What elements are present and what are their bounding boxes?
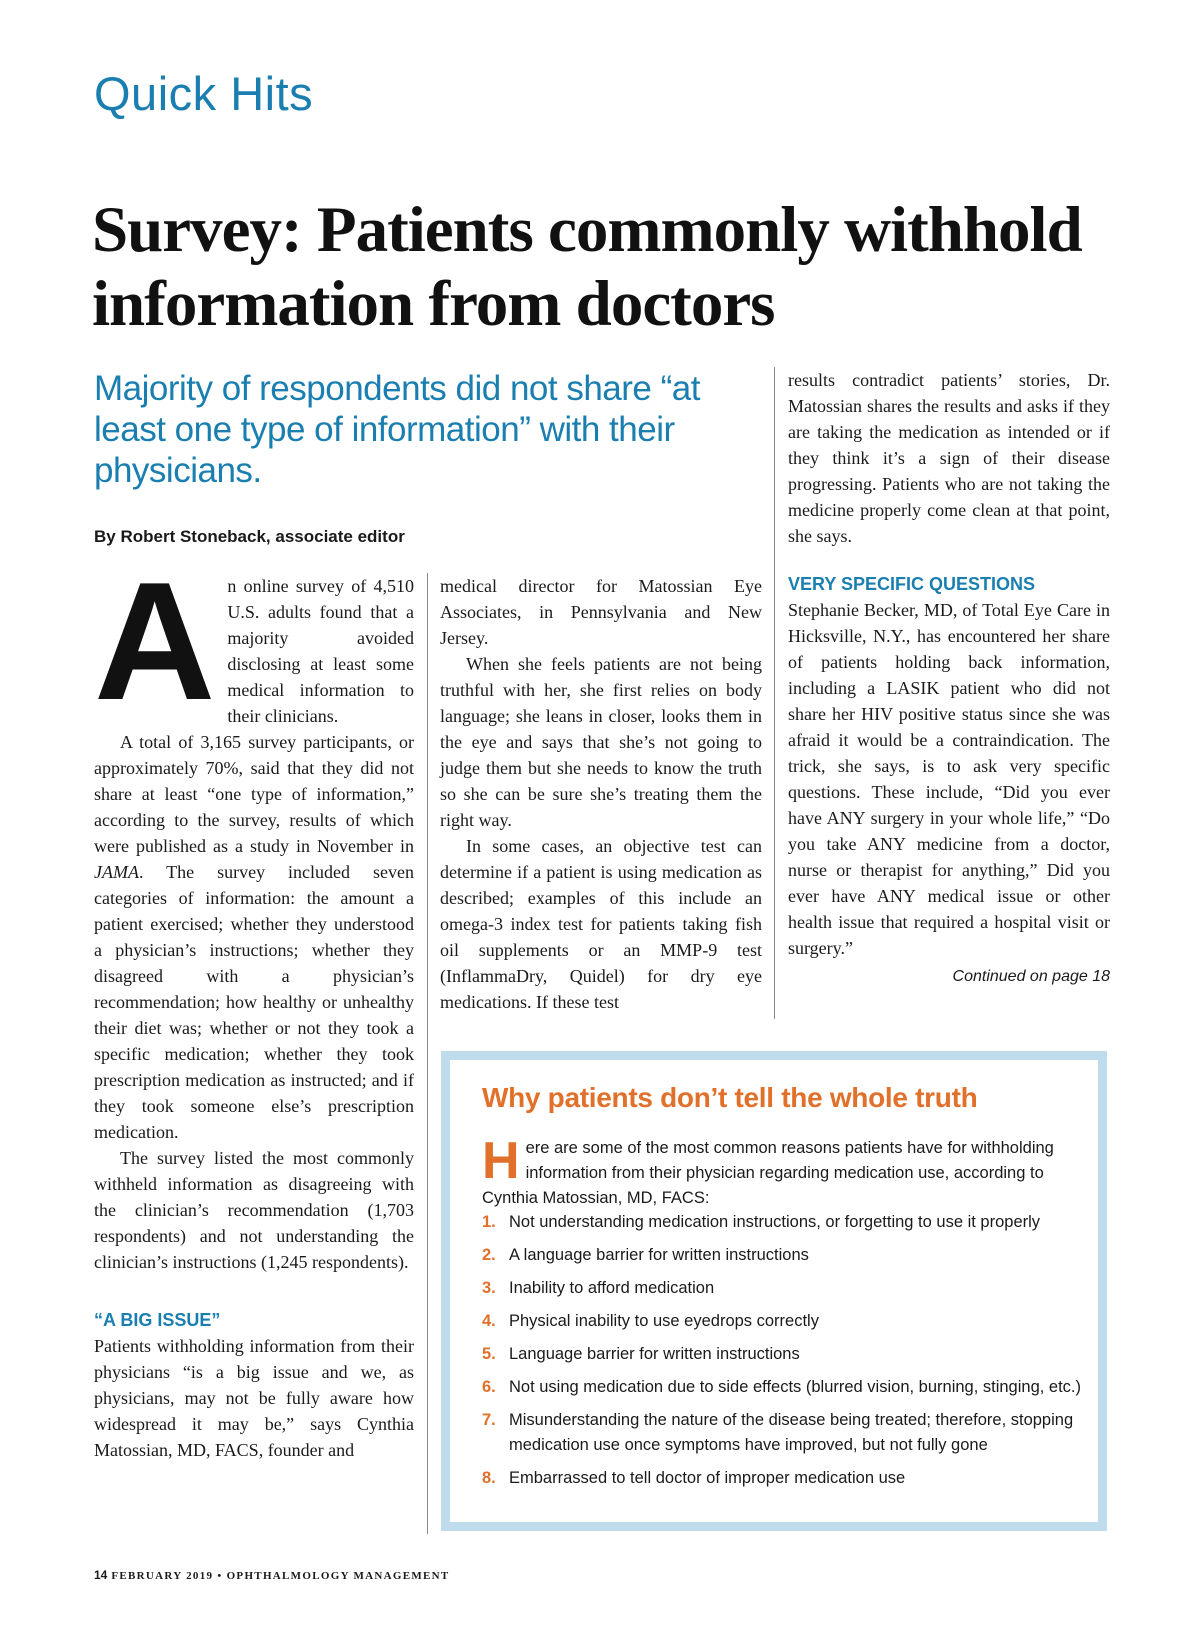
item-number: 2. [482,1246,496,1264]
article-column-2 [440,573,762,1015]
item-text: Physical inability to use eyedrops correctly [509,1312,819,1330]
item-text: Embarrassed to tell doctor of improper medication use [509,1469,906,1487]
item-text: Misunderstanding the nature of the disease being treated; therefore, stopping medication use once symptoms have improved, but not fully gone [509,1411,1074,1454]
continued-note: Continued on page 18 [952,968,1110,985]
item-number: 4. [482,1312,496,1330]
column-rule [774,367,775,1019]
body-paragraph: Stephanie Becker, MD, of Total Eye Care in Hicksville, N.Y., has encountered her share of patients holding back information, including a LASIK patient who did not share her HIV positive status since she was afraid it would be a contraindication. The trick, she says, is to ask very specific questions. These include, “Did you ever have ANY surgery in your whole life,” “Do you take ANY medicine from a doctor, nurse or therapist for anything,” Did you ever have ANY medical issue or other health issue that required a hospital visit or surgery.” [788,600,1110,958]
body-paragraph: In some cases, an objective test can determine if a patient is using medication as described; examples of this include an omega-3 index test for patients taking fish oil supplements or an MMP-9 test (InflammaDry, Quidel) for dry eye medications. If these test [440,836,762,1012]
sidebar-title: Why patients don’t tell the whole truth [482,1082,978,1113]
item-text: Not understanding medication instructions, or forgetting to use it properly [509,1213,1041,1231]
subsection-heading: “A BIG ISSUE” [94,1310,221,1330]
item-text: A language barrier for written instructions [509,1246,809,1264]
column-rule [427,573,428,1534]
article-subhead: Majority of respondents did not share “at least one type of information” with their physicians. [94,369,700,490]
list-item [482,1243,1082,1268]
section-label: Quick Hits [94,67,314,120]
item-number: 7. [482,1411,496,1429]
item-text: Not using medication due to side effects (blurred vision, burning, stinging, etc.) [509,1378,1082,1396]
item-number: 5. [482,1345,496,1363]
list-item [482,1466,1082,1491]
page-number: 14 [94,1568,108,1582]
list-item [482,1276,1082,1301]
subsection-heading: VERY SPECIFIC QUESTIONS [788,574,1036,594]
body-paragraph: The survey listed the most commonly withheld information as disagreeing with the clinician’s recommendation (1,703 respondents) and not understanding the clinician’s instructions (1,245 respondents). [94,1148,414,1272]
item-number: 8. [482,1469,496,1487]
article-column-3 [788,367,1110,989]
body-paragraph: When she feels patients are not being truthful with her, she first relies on body language; she leans in closer, looks them in the eye and says that she’s not going to judge them but she needs to know the truth so she can be sure she’s treating them the right way. [440,654,762,830]
item-number: 6. [482,1378,496,1396]
list-item [482,1342,1082,1367]
sidebar-drop-cap: H [482,1132,520,1190]
journal-name: JAMA [94,862,139,882]
body-paragraph: Patients withholding information from their physicians “is a big issue and we, as physicians, may not be fully aware how widespread it may be,” says Cynthia Matossian, MD, FACS, founder and [94,1336,414,1460]
byline: By Robert Stoneback, associate editor [94,527,405,546]
body-paragraph: results contradict patients’ stories, Dr. Matossian shares the results and asks if they are taking the medication as intended or if they think it’s a sign of their disease progressing. Patients who are not taking the medicine properly come clean at that point, she says. [788,370,1110,546]
list-item [482,1309,1082,1334]
item-number: 3. [482,1279,496,1297]
sidebar-box [441,1051,1107,1531]
body-paragraph: medical director for Matossian Eye Associates, in Pennsylvania and New Jersey. [440,576,762,648]
list-item [482,1408,1082,1458]
sidebar-intro: Here are some of the most common reasons patients have for withholding information from their physician regarding medication use, according to Cynthia Matossian, MD, FACS: [482,1132,1054,1207]
list-item [482,1375,1082,1400]
footer-text: FEBRUARY 2019 • OPHTHALMOLOGY MANAGEMENT [111,1570,450,1582]
item-text: Inability to afford medication [509,1279,715,1297]
reasons-list [482,1210,1082,1499]
body-paragraph: A total of 3,165 survey participants, or approximately 70%, said that they did not share at least “one type of information,” according to the survey, results of which were published as a study in November in JAMA. The survey included seven categories of information: the amount a patient exercised; whether they understood a physician’s instructions; whether they disagreed with a physician’s recommendation; how healthy or unhealthy their diet was; whether or not they took a specific medication; whether they took prescription medication as instructed; and if they took someone else’s prescription medication. [94,732,414,1142]
article-headline: Survey: Patients commonly withhold information from doctors [92,194,1082,340]
body-paragraph: An online survey of 4,510 U.S. adults found that a majority avoided disclosing at least some medical information to their clinicians. [94,547,414,735]
drop-cap: A [94,547,216,735]
item-text: Language barrier for written instructions [509,1345,800,1363]
article-column-1 [94,547,414,1463]
list-item [482,1210,1082,1235]
item-number: 1. [482,1213,496,1231]
page-footer [94,1568,450,1582]
